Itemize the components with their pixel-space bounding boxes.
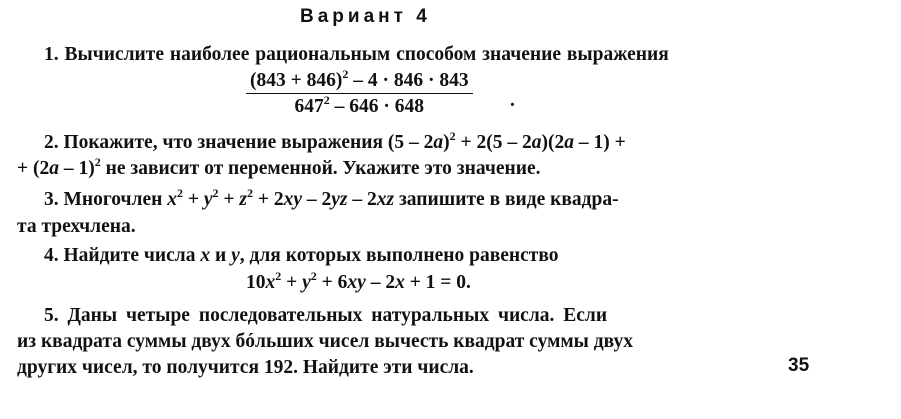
problem-1-text: Вычислите наиболее рациональным способом значение выражения <box>64 44 669 65</box>
fraction-numerator: $(843 + 846)^2 - 4 \cdot 846 \cdot 843$ <box>246 70 473 94</box>
problem-1-fraction <box>246 67 473 118</box>
page-number: 35 <box>788 355 810 376</box>
problem-3-number: 3. <box>44 189 59 210</box>
problem-4-number: 4. <box>44 245 59 266</box>
problem-5-number: 5. <box>44 305 59 326</box>
problem-4-equation: $10x^2 + y^2 + 6xy - 2x + 1 = 0$. <box>246 269 471 293</box>
fraction-period: . <box>510 90 515 111</box>
problem-5-line-1: 5. Даны четыре последовательных натуральных числа. Если <box>44 305 608 326</box>
problem-2-line-1: 2. Покажите, что значение выражения (5 – 2a)$^2$ + 2(5 – 2a)(2a – 1) + <box>44 129 626 153</box>
problem-5-line-2: из квадрата суммы двух бóльших чисел вычесть квадрат суммы двух <box>17 331 633 352</box>
problem-2-line-2: + (2a – 1)$^2$ не зависит от переменной. Укажите это значение. <box>17 155 541 179</box>
problem-2-number: 2. <box>44 132 59 153</box>
problem-3-line-2: та трехчлена. <box>17 216 136 237</box>
fraction-denominator: $647^2 - 646 \cdot 648$ <box>294 93 425 117</box>
problem-5-line-3: других чисел, то получится 192. Найдите эти числа. <box>17 357 474 378</box>
problem-1-number: 1. <box>44 44 59 65</box>
problem-1-statement <box>44 44 669 66</box>
problem-3-line-1: 3. Многочлен $x^2 + y^2 + z^2 + 2xy - 2yz - 2xz$ запишите в виде квадра- <box>44 186 619 210</box>
variant-title: Вариант 4 <box>300 6 431 27</box>
problem-4-line-1: 4. Найдите числа x и y, для которых выполнено равенство <box>44 245 559 266</box>
